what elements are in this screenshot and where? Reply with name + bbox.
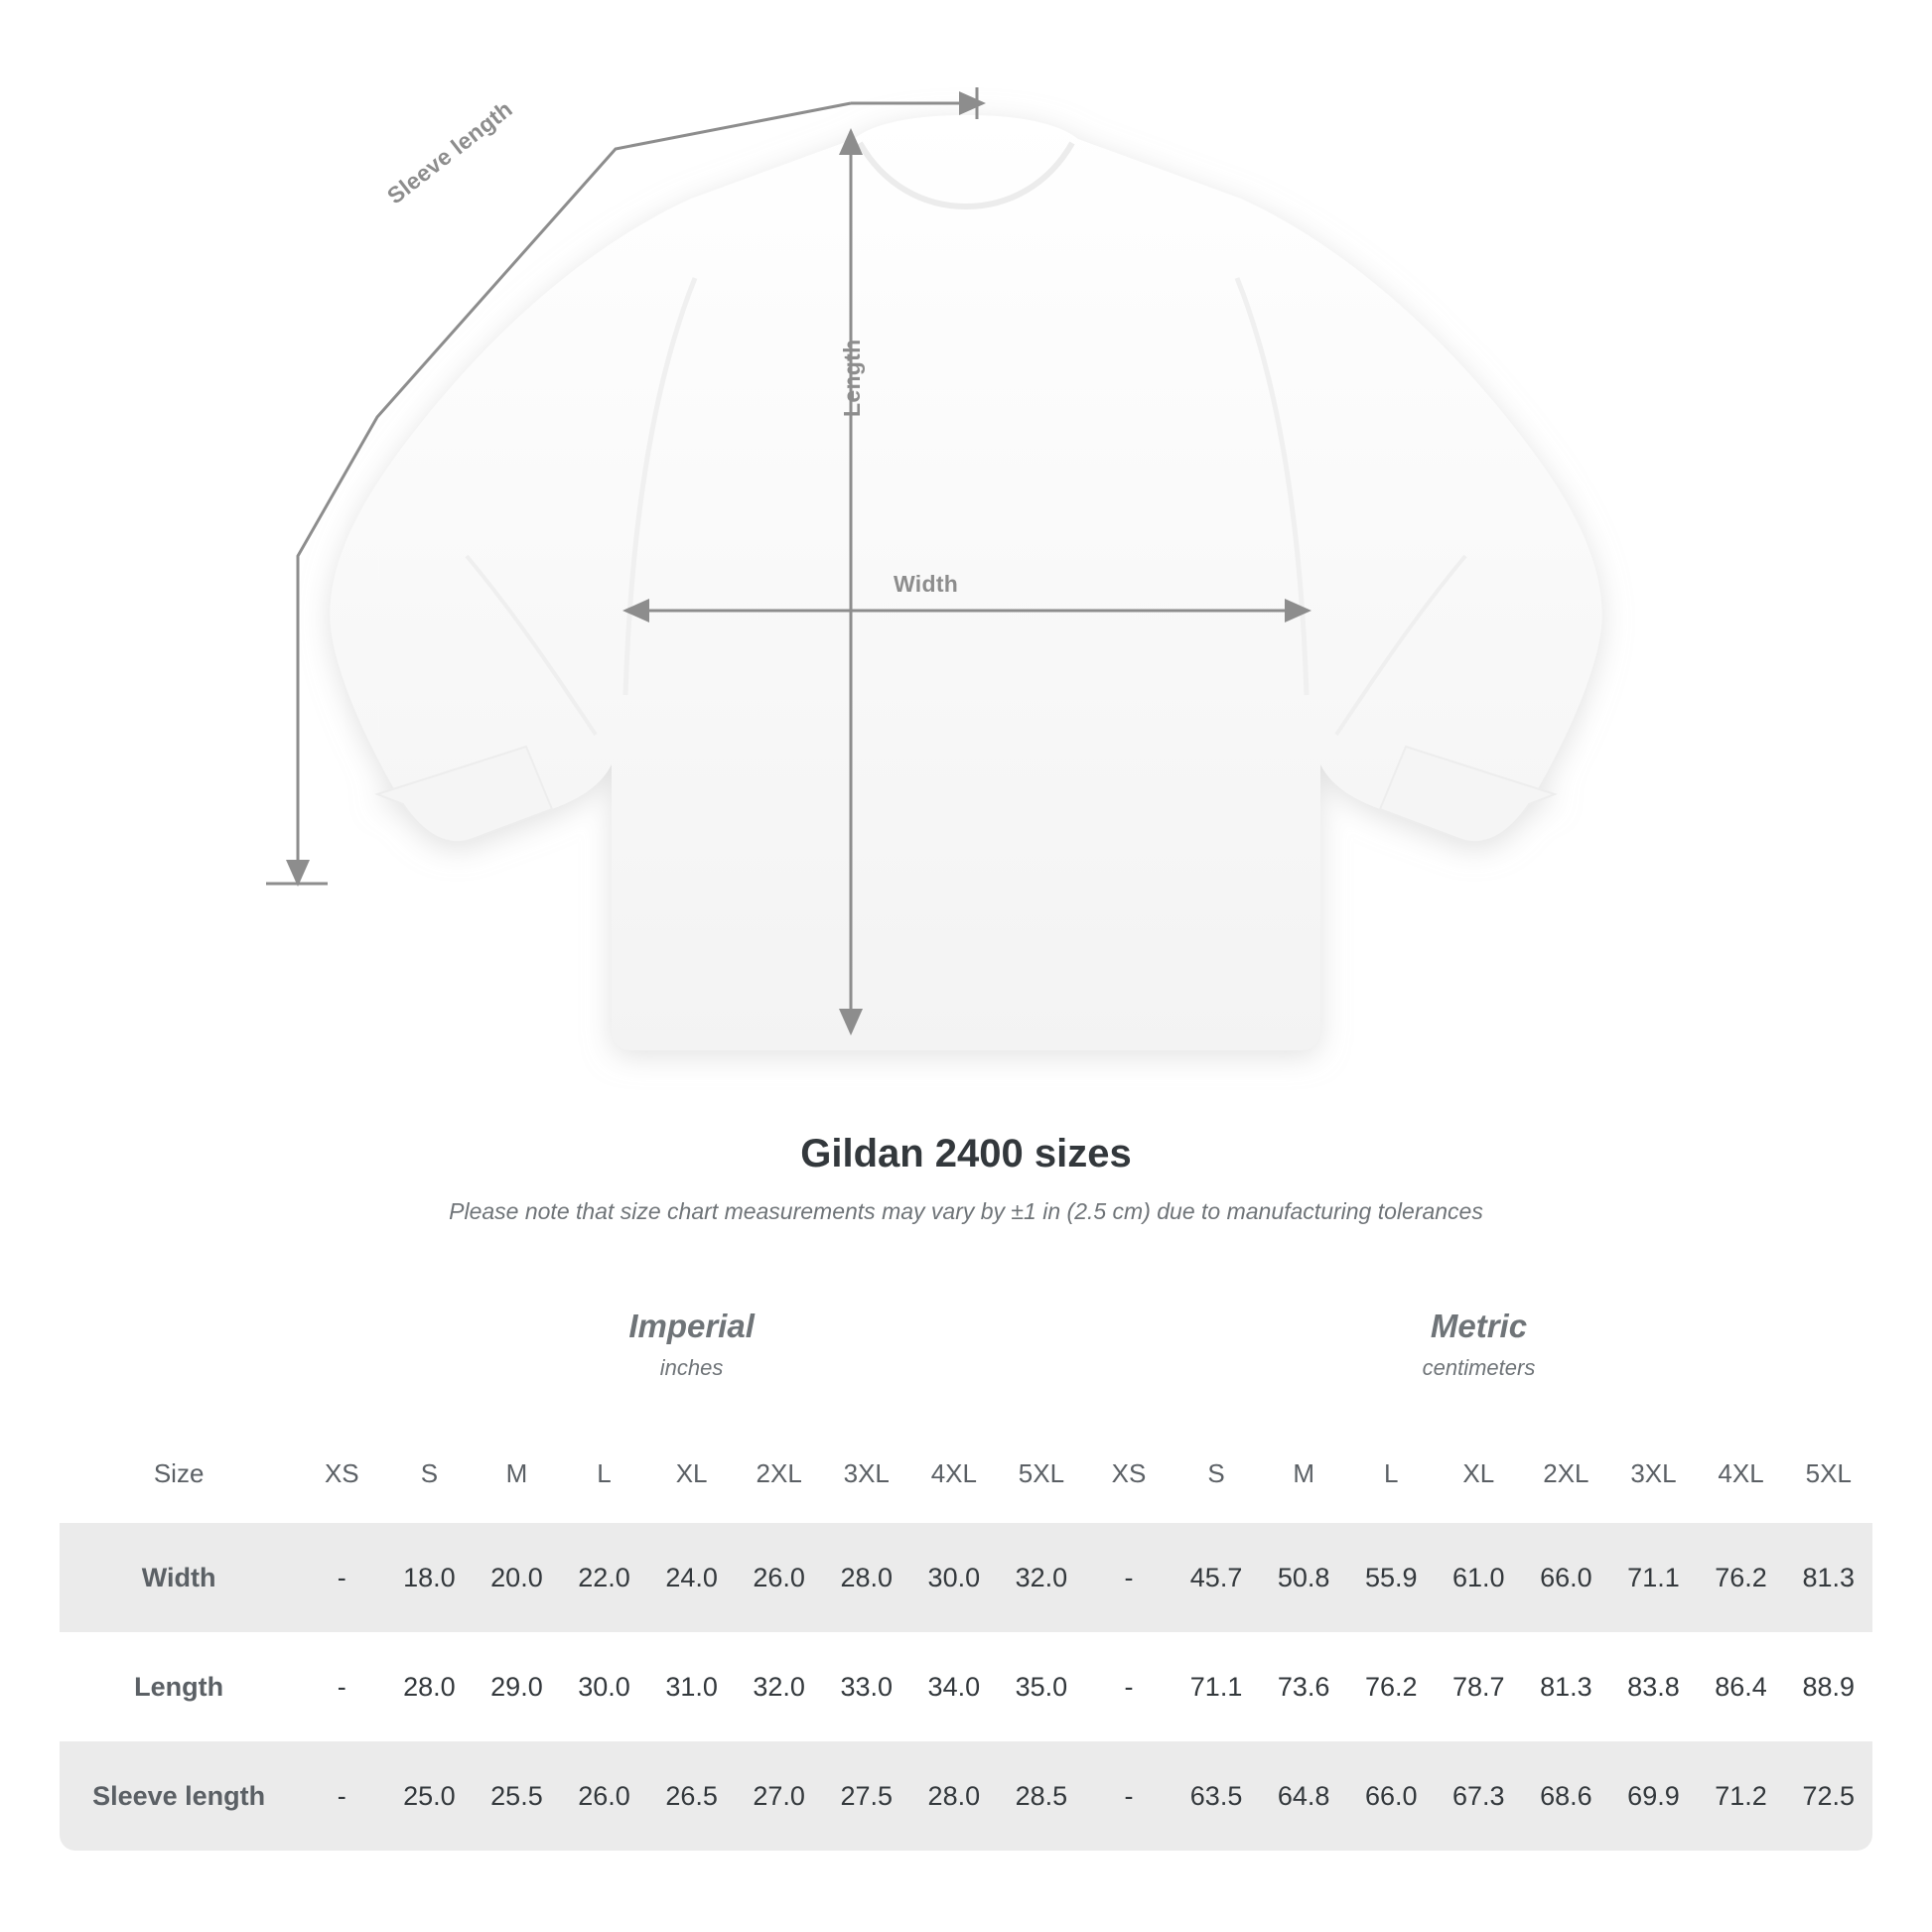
cell-width-4xl-cm: 76.2 <box>1698 1523 1785 1632</box>
cell-sleeve-xl-in: 26.5 <box>648 1741 736 1851</box>
cell-sleeve-4xl-cm: 71.2 <box>1698 1741 1785 1851</box>
row-label-width: Width <box>60 1523 298 1632</box>
table-row-width <box>60 1523 1872 1632</box>
column-header-xl-imperial: XL <box>648 1424 736 1523</box>
cell-sleeve-4xl-in: 28.0 <box>910 1741 998 1851</box>
cell-length-l-cm: 76.2 <box>1347 1632 1435 1741</box>
cell-width-3xl-cm: 71.1 <box>1609 1523 1697 1632</box>
column-header-2xl-metric: 2XL <box>1522 1424 1609 1523</box>
cell-width-2xl-in: 26.0 <box>736 1523 823 1632</box>
metric-label: Metric <box>1430 1308 1528 1344</box>
cell-length-2xl-in: 32.0 <box>736 1632 823 1741</box>
table-row-sleeve-length <box>60 1741 1872 1851</box>
size-chart-table <box>60 1265 1872 1851</box>
metric-unit: centimeters <box>1422 1355 1536 1380</box>
cell-length-4xl-cm: 86.4 <box>1698 1632 1785 1741</box>
page-title: Gildan 2400 sizes <box>800 1132 1132 1175</box>
cell-sleeve-xl-cm: 67.3 <box>1435 1741 1522 1851</box>
unit-header-row <box>60 1265 1872 1424</box>
cell-width-l-in: 22.0 <box>560 1523 647 1632</box>
column-header-4xl-imperial: 4XL <box>910 1424 998 1523</box>
size-row-header: Size <box>60 1424 298 1523</box>
row-label-sleeve-length: Sleeve length <box>60 1741 298 1851</box>
cell-width-s-in: 18.0 <box>385 1523 473 1632</box>
column-header-l-imperial: L <box>560 1424 647 1523</box>
column-header-xs-imperial: XS <box>298 1424 385 1523</box>
cell-length-5xl-cm: 88.9 <box>1785 1632 1872 1741</box>
cell-length-m-in: 29.0 <box>473 1632 560 1741</box>
cell-sleeve-5xl-in: 28.5 <box>998 1741 1085 1851</box>
cell-width-l-cm: 55.9 <box>1347 1523 1435 1632</box>
title-block <box>0 1132 1932 1225</box>
cell-width-3xl-in: 28.0 <box>823 1523 910 1632</box>
column-header-s-metric: S <box>1173 1424 1260 1523</box>
cell-width-xl-in: 24.0 <box>648 1523 736 1632</box>
size-table-wrap <box>60 1265 1872 1851</box>
column-header-4xl-metric: 4XL <box>1698 1424 1785 1523</box>
unit-corner-cell <box>60 1265 298 1424</box>
size-header-row <box>60 1424 1872 1523</box>
column-header-3xl-metric: 3XL <box>1609 1424 1697 1523</box>
cell-sleeve-3xl-cm: 69.9 <box>1609 1741 1697 1851</box>
cell-length-xs-cm: - <box>1085 1632 1173 1741</box>
cell-sleeve-5xl-cm: 72.5 <box>1785 1741 1872 1851</box>
column-header-l-metric: L <box>1347 1424 1435 1523</box>
cell-width-5xl-in: 32.0 <box>998 1523 1085 1632</box>
column-header-2xl-imperial: 2XL <box>736 1424 823 1523</box>
cell-width-xs-in: - <box>298 1523 385 1632</box>
cell-width-5xl-cm: 81.3 <box>1785 1523 1872 1632</box>
cell-width-xl-cm: 61.0 <box>1435 1523 1522 1632</box>
cell-sleeve-3xl-in: 27.5 <box>823 1741 910 1851</box>
column-header-m-metric: M <box>1260 1424 1347 1523</box>
cell-width-4xl-in: 30.0 <box>910 1523 998 1632</box>
cell-width-m-in: 20.0 <box>473 1523 560 1632</box>
cell-length-xl-cm: 78.7 <box>1435 1632 1522 1741</box>
column-header-5xl-metric: 5XL <box>1785 1424 1872 1523</box>
cell-sleeve-xs-in: - <box>298 1741 385 1851</box>
imperial-label: Imperial <box>628 1308 755 1344</box>
sleeve-length-label: Sleeve length <box>382 95 517 209</box>
cell-length-l-in: 30.0 <box>560 1632 647 1741</box>
cell-length-3xl-in: 33.0 <box>823 1632 910 1741</box>
imperial-group-header <box>298 1265 1085 1424</box>
width-label: Width <box>894 571 959 597</box>
column-header-s-imperial: S <box>385 1424 473 1523</box>
cell-sleeve-s-in: 25.0 <box>385 1741 473 1851</box>
tolerance-note: Please note that size chart measurements may vary by ±1 in (2.5 cm) due to manufacturing tolerances <box>449 1198 1483 1224</box>
cell-length-m-cm: 73.6 <box>1260 1632 1347 1741</box>
cell-sleeve-s-cm: 63.5 <box>1173 1741 1260 1851</box>
cell-sleeve-m-cm: 64.8 <box>1260 1741 1347 1851</box>
cell-length-s-cm: 71.1 <box>1173 1632 1260 1741</box>
table-row-length <box>60 1632 1872 1741</box>
cell-width-m-cm: 50.8 <box>1260 1523 1347 1632</box>
column-header-3xl-imperial: 3XL <box>823 1424 910 1523</box>
column-header-m-imperial: M <box>473 1424 560 1523</box>
cell-length-s-in: 28.0 <box>385 1632 473 1741</box>
cell-width-s-cm: 45.7 <box>1173 1523 1260 1632</box>
cell-sleeve-l-cm: 66.0 <box>1347 1741 1435 1851</box>
cell-length-xl-in: 31.0 <box>648 1632 736 1741</box>
column-header-5xl-imperial: 5XL <box>998 1424 1085 1523</box>
cell-length-xs-in: - <box>298 1632 385 1741</box>
cell-length-2xl-cm: 81.3 <box>1522 1632 1609 1741</box>
cell-sleeve-xs-cm: - <box>1085 1741 1173 1851</box>
column-header-xs-metric: XS <box>1085 1424 1173 1523</box>
cell-sleeve-l-in: 26.0 <box>560 1741 647 1851</box>
cell-sleeve-2xl-in: 27.0 <box>736 1741 823 1851</box>
cell-length-3xl-cm: 83.8 <box>1609 1632 1697 1741</box>
cell-sleeve-2xl-cm: 68.6 <box>1522 1741 1609 1851</box>
cell-sleeve-m-in: 25.5 <box>473 1741 560 1851</box>
cell-width-xs-cm: - <box>1085 1523 1173 1632</box>
length-label: Length <box>839 339 865 417</box>
column-header-xl-metric: XL <box>1435 1424 1522 1523</box>
cell-length-5xl-in: 35.0 <box>998 1632 1085 1741</box>
imperial-unit: inches <box>659 1355 724 1380</box>
cell-length-4xl-in: 34.0 <box>910 1632 998 1741</box>
metric-group-header <box>1085 1265 1872 1424</box>
cell-width-2xl-cm: 66.0 <box>1522 1523 1609 1632</box>
row-label-length: Length <box>60 1632 298 1741</box>
